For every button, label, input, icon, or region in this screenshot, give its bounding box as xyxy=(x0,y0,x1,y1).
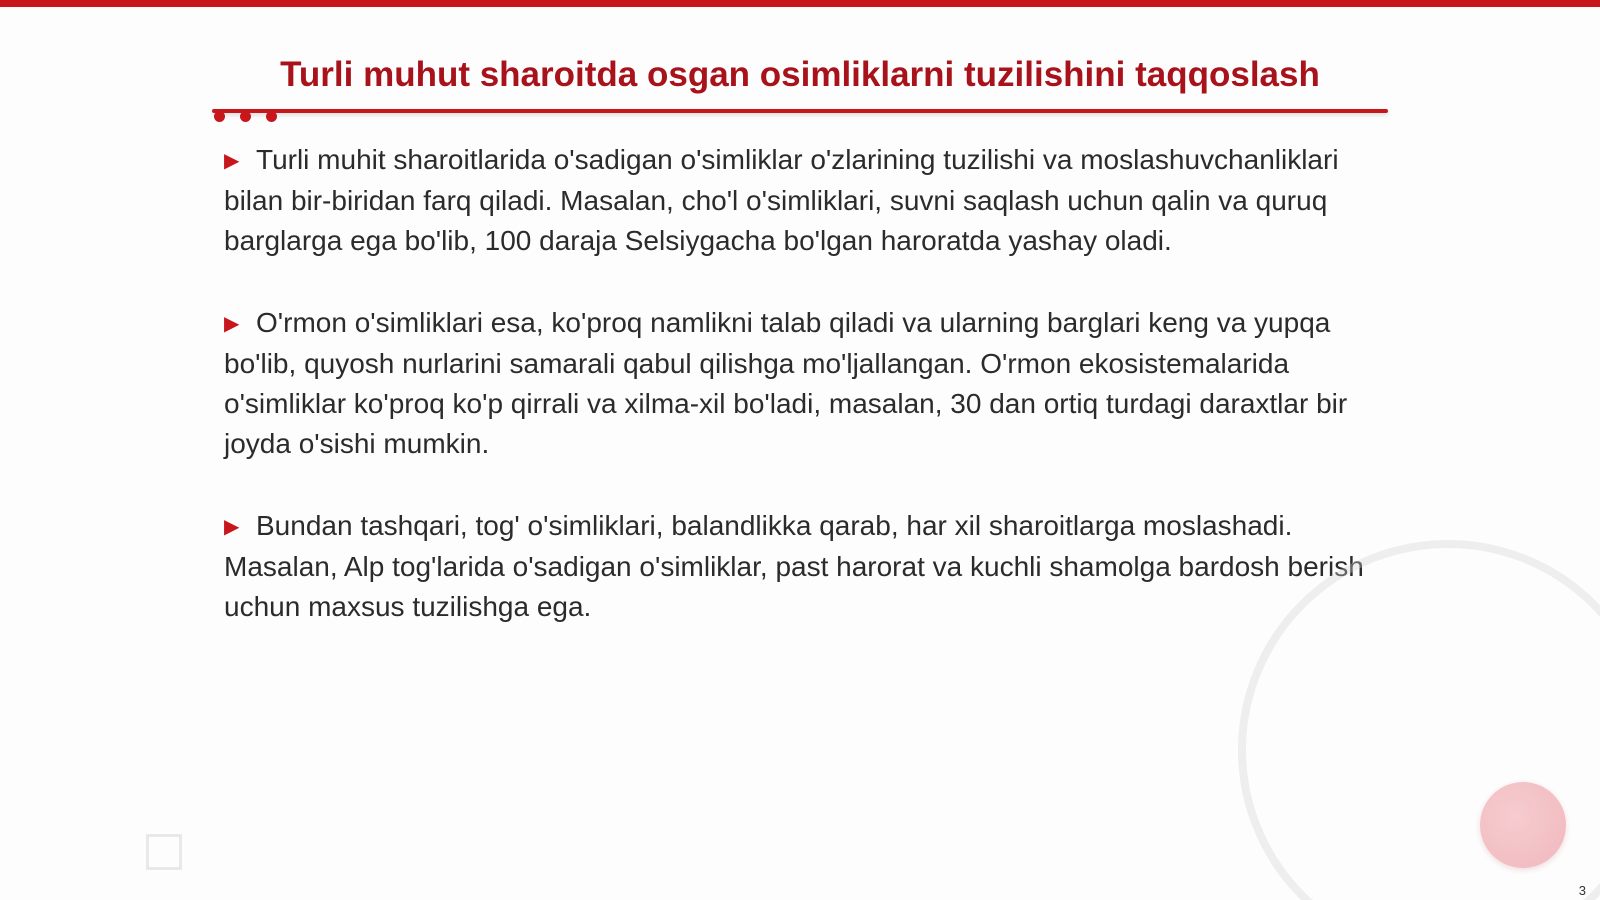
bullet-text: O'rmon o'simliklari esa, ko'proq namlikni talab qiladi va ularning barglari keng va yupqa bo'lib, quyosh nurlarini samarali qabul qilishga mo'ljallangan. O'rmon ekosistemalarida o'simliklar ko'proq ko'p qirrali va xilma-xil bo'ladi, masalan, 30 dan ortiq turdagi daraxtlar bir joyda o'sishi mumkin. xyxy=(224,307,1348,459)
top-accent-bar xyxy=(0,0,1600,7)
decorative-dot-3 xyxy=(266,111,277,122)
bullet-item xyxy=(224,140,1364,261)
bullet-arrow-icon: ▶ xyxy=(224,150,240,172)
bullet-arrow-icon: ▶ xyxy=(224,516,240,538)
title-underline xyxy=(212,109,1388,113)
bullet-text: Bundan tashqari, tog' o'simliklari, balandlikka qarab, har xil sharoitlarga moslashadi. Masalan, Alp tog'larida o'sadigan o'simliklar, past harorat va kuchli shamolga bardosh berish uchun maxsus tuzilishga ega. xyxy=(224,510,1364,622)
slide-title: Turli muhut sharoitda osgan osimliklarni tuzilishini taqqoslash xyxy=(280,55,1320,94)
bullet-item xyxy=(224,303,1364,464)
decorative-dot-2 xyxy=(240,111,251,122)
bullet-text: Turli muhit sharoitlarida o'sadigan o'simliklar o'zlarining tuzilishi va moslashuvchanliklari bilan bir-biridan farq qiladi. Masalan, cho'l o'simliklari, suvni saqlash uchun qalin va quruq barglarga ega bo'lib, 100 daraja Selsiygacha bo'lgan haroratda yashay oladi. xyxy=(224,144,1339,256)
bullet-list xyxy=(224,140,1364,669)
decorative-circle xyxy=(1480,782,1566,868)
decorative-square xyxy=(146,834,182,870)
bullet-item xyxy=(224,506,1364,627)
decorative-dot-1 xyxy=(214,111,225,122)
page-number: 3 xyxy=(1578,883,1586,898)
bullet-arrow-icon: ▶ xyxy=(224,313,240,335)
